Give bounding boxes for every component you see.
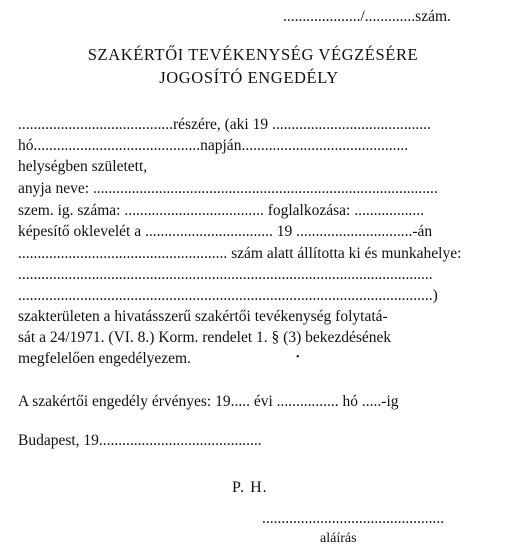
body-line-authorization: megfelelően engedélyezem. (18, 350, 191, 367)
stray-mark: • (296, 352, 300, 363)
place-date-line: Budapest, 19.......................................... (18, 432, 262, 449)
body-line-diploma: képesítő oklevelét a ................................. 19 ..............................-án (18, 223, 433, 240)
body-line-blank-1: ........................................................................................................... (18, 266, 433, 283)
document-title-line-2: JOGOSÍTÓ ENGEDÉLY (159, 68, 339, 87)
signature-line: ............................................... (262, 510, 445, 527)
body-line-blank-2: ...........................................................................................................) (18, 287, 438, 304)
body-line-specialty-1: szakterületen a hivatásszerű szakértői tevékenység folytatá- (18, 308, 388, 325)
document-title-line-1: SZAKÉRTŐI TEVÉKENYSÉG VÉGZÉSÉRE (87, 45, 419, 64)
document-number-line: ..................../.............szám. (283, 8, 451, 25)
body-line-specialty-2: sát a 24/1971. (VI. 8.) Korm. rendelet 1. § (3) bekezdésének (18, 329, 392, 346)
body-line-birthplace: helységben született, (18, 158, 148, 175)
validity-line: A szakértői engedély érvényes: 19..... évi ................ hó .....-ig (18, 393, 399, 410)
body-line-mother-name: anyja neve: ......................................................................................... (18, 180, 438, 197)
body-line-id-occupation: szem. ig. száma: .................................... foglalkozása: .................. (18, 202, 424, 219)
body-line-issuer-workplace: ...................................................... szám alatt állította ki és munkahelye: (18, 245, 462, 262)
body-line-recipient: ........................................részére, (aki 19 ......................................... (18, 116, 431, 133)
body-line-birth-date: hó...........................................napján........................................... (18, 137, 409, 154)
stamp-label: P. H. (232, 479, 268, 496)
signature-label: aláírás (320, 531, 357, 546)
